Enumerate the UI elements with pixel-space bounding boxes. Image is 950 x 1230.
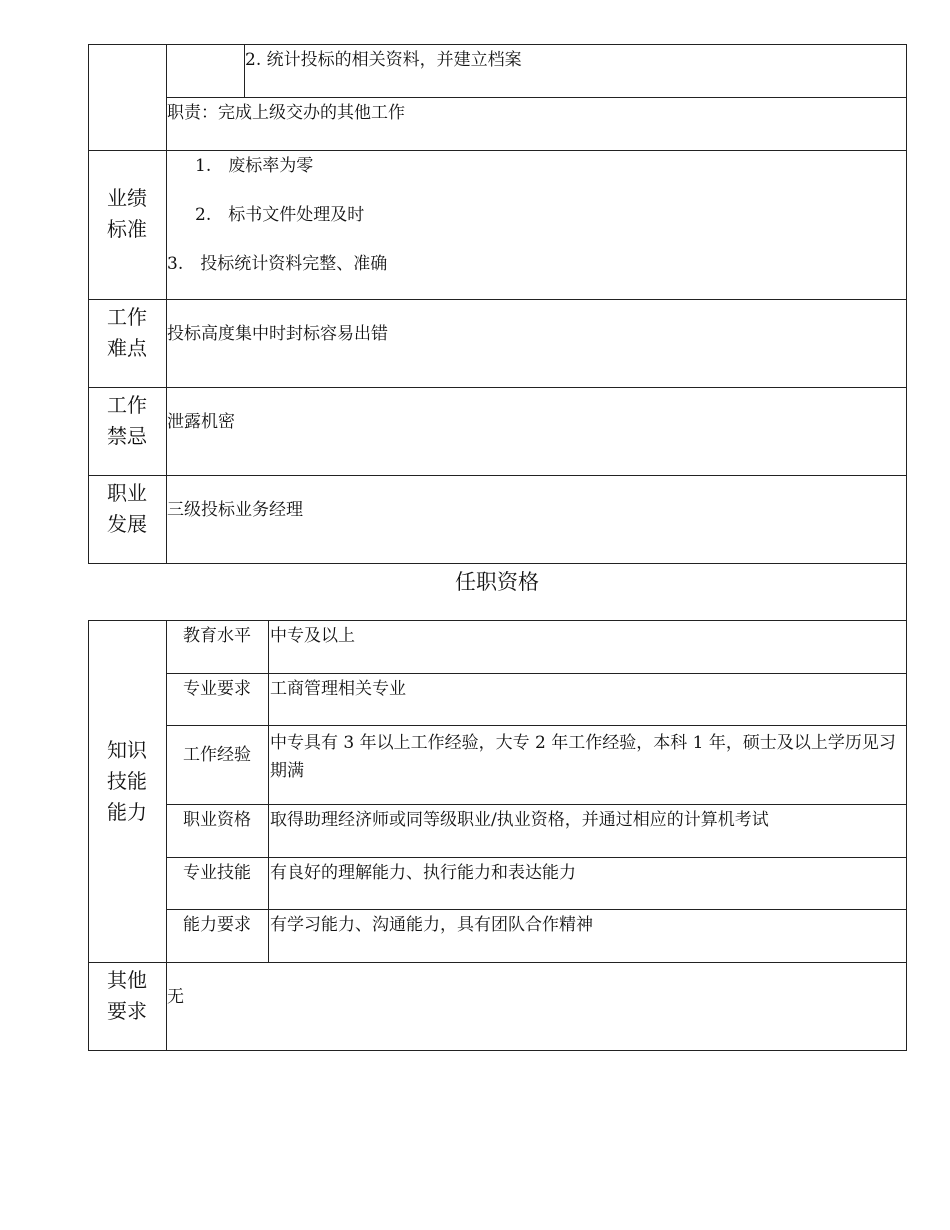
table-border — [88, 475, 907, 476]
table-border — [88, 387, 907, 388]
certification-value: 取得助理经济师或同等级职业/执业资格，并通过相应的计算机考试 — [270, 810, 769, 830]
duty-item-2: 2. 统计投标的相关资料，并建立档案 — [245, 50, 522, 70]
other-value: 无 — [167, 987, 184, 1007]
table-border — [166, 673, 907, 674]
performance-item: 1. 废标率为零 — [195, 156, 314, 176]
performance-item: 2. 标书文件处理及时 — [195, 205, 365, 225]
table-border — [88, 1050, 907, 1051]
knowledge-label: 知识 技能 能力 — [107, 738, 147, 824]
education-value: 中专及以上 — [270, 626, 355, 646]
ability-label: 能力要求 — [183, 915, 251, 935]
table-border — [166, 725, 907, 726]
table-border — [906, 44, 907, 1051]
major-value: 工商管理相关专业 — [270, 679, 406, 699]
table-border — [166, 857, 907, 858]
skill-label: 专业技能 — [183, 863, 251, 883]
major-label: 专业要求 — [183, 679, 251, 699]
qualification-title: 任职资格 — [455, 570, 539, 594]
table-border — [88, 299, 907, 300]
table-border — [268, 620, 269, 963]
certification-label: 职业资格 — [183, 810, 251, 830]
ability-value: 有学习能力、沟通能力，具有团队合作精神 — [270, 915, 593, 935]
performance-item: 3. 投标统计资料完整、准确 — [167, 254, 388, 274]
table-border — [88, 962, 907, 963]
table-border — [88, 150, 907, 151]
table-border — [88, 563, 907, 564]
experience-value: 中专具有 3 年以上工作经验，大专 2 年工作经验，本科 1 年，硕士及以上学历见习期满 — [270, 733, 896, 781]
duty-other: 职责：完成上级交办的其他工作 — [167, 103, 405, 123]
experience-label: 工作经验 — [183, 745, 251, 765]
taboo-label: 工作 禁忌 — [107, 393, 147, 448]
performance-label: 业绩 标准 — [107, 186, 147, 241]
difficulty-value: 投标高度集中时封标容易出错 — [167, 324, 388, 344]
other-label: 其他 要求 — [107, 968, 147, 1023]
taboo-value: 泄露机密 — [167, 412, 235, 432]
table-border — [166, 909, 907, 910]
table-border — [166, 97, 907, 98]
education-label: 教育水平 — [183, 626, 251, 646]
career-value: 三级投标业务经理 — [167, 500, 303, 520]
skill-value: 有良好的理解能力、执行能力和表达能力 — [270, 863, 576, 883]
difficulty-label: 工作 难点 — [107, 305, 147, 360]
table-border — [88, 44, 907, 45]
table-border — [88, 620, 907, 621]
career-label: 职业 发展 — [107, 481, 147, 536]
table-border — [166, 804, 907, 805]
